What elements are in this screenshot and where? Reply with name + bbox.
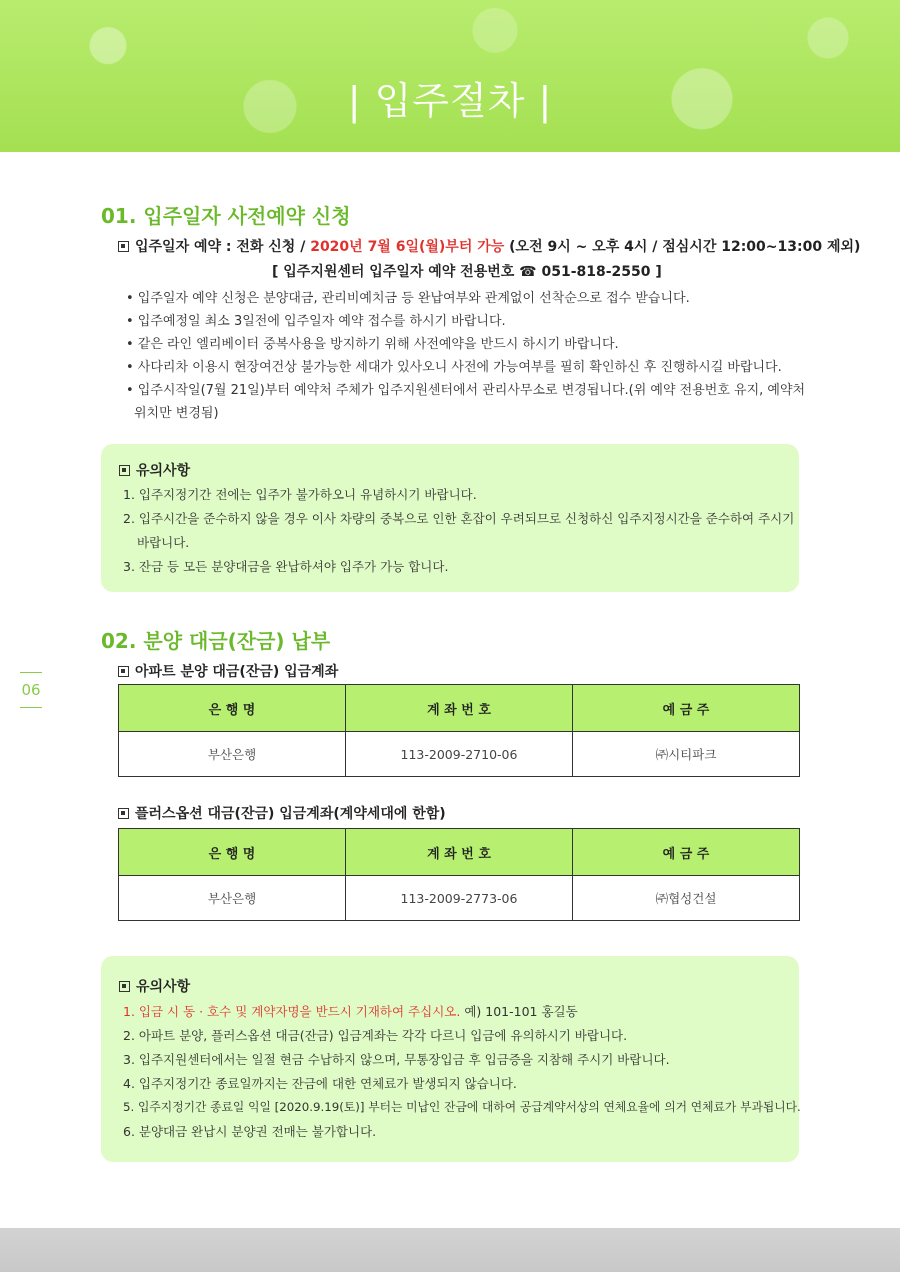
notice-1-line-1: 1. 입주지정기간 전에는 입주가 불가하오니 유념하시기 바랍니다. xyxy=(123,487,477,502)
notice-2-line-1 xyxy=(123,1002,578,1020)
col-account-number: 계 좌 번 호 xyxy=(346,685,573,732)
section-1-title: 01. 입주일자 사전예약 신청 xyxy=(101,204,351,228)
apt-account-heading-text: 아파트 분양 대금(잔금) 입금계좌 xyxy=(135,664,339,680)
square-bullet-icon xyxy=(118,808,129,819)
col-account-number: 계 좌 번 호 xyxy=(346,829,573,876)
notice-2-line-4: 4. 입주지정기간 종료일까지는 잔금에 대한 연체료가 발생되지 않습니다. xyxy=(123,1076,517,1091)
square-bullet-icon xyxy=(118,666,129,677)
plus-account-table xyxy=(118,828,800,921)
reservation-suffix: (오전 9시 ~ 오후 4시 / 점심시간 12:00~13:00 제외) xyxy=(509,239,861,255)
col-bank: 은 행 명 xyxy=(119,829,346,876)
bank-cell: 부산은행 xyxy=(119,732,346,777)
table-header-row xyxy=(119,685,800,732)
apt-account-heading xyxy=(118,661,338,681)
notice-2-line-1-example: 예) 101-101 홍길동 xyxy=(460,1004,578,1019)
bullet-5-cont: 위치만 변경됨) xyxy=(134,406,219,421)
account-number-cell: 113-2009-2773-06 xyxy=(346,876,573,921)
reservation-prefix: 입주일자 예약 : 전화 신청 / xyxy=(135,239,306,255)
table-row xyxy=(119,732,800,777)
square-bullet-icon xyxy=(119,981,130,992)
col-bank: 은 행 명 xyxy=(119,685,346,732)
reservation-line xyxy=(118,236,860,256)
page-number: 06 xyxy=(20,672,42,708)
reservation-phone: [ 입주지원센터 입주일자 예약 전용번호 ☎ 051-818-2550 ] xyxy=(272,264,662,280)
bullet-3: • 같은 라인 엘리베이터 중복사용을 방지하기 위해 사전예약을 반드시 하시기 바랍니다. xyxy=(126,337,619,352)
col-holder: 예 금 주 xyxy=(573,685,800,732)
table-header-row xyxy=(119,829,800,876)
holder-cell: ㈜협성건설 xyxy=(573,876,800,921)
page-title: | 입주절차 | xyxy=(347,79,553,123)
notice-2-line-2: 2. 아파트 분양, 플러스옵션 대금(잔금) 입금계좌는 각각 다르니 입금에 유의하시기 바랍니다. xyxy=(123,1028,628,1043)
square-bullet-icon xyxy=(118,241,129,252)
bullet-5: • 입주시작일(7월 21일)부터 예약처 주체가 입주지원센터에서 관리사무소로 변경됩니다.(위 예약 전용번호 유지, 예약처 xyxy=(126,383,806,398)
section-2-title: 02. 분양 대금(잔금) 납부 xyxy=(101,629,331,653)
notice-2-line-1-red: 1. 입금 시 동 · 호수 및 계약자명을 반드시 기재하여 주십시오. xyxy=(123,1004,461,1019)
notice-box-1 xyxy=(101,444,799,592)
notice-2-line-6: 6. 분양대금 완납시 분양권 전매는 불가합니다. xyxy=(123,1124,377,1139)
notice-1-line-2: 2. 입주시간을 준수하지 않을 경우 이사 차량의 중복으로 인한 혼잡이 우려되므로 신청하신 입주지정시간을 준수하여 주시기 xyxy=(123,511,795,526)
apt-account-table xyxy=(118,684,800,777)
notice-1-title xyxy=(119,460,190,480)
square-bullet-icon xyxy=(119,465,130,476)
bank-cell: 부산은행 xyxy=(119,876,346,921)
notice-2-title-text: 유의사항 xyxy=(136,979,191,995)
notice-2-title xyxy=(119,976,190,996)
notice-2-line-3: 3. 입주지원센터에서는 일절 현금 수납하지 않으며, 무통장입금 후 입금증을 지참해 주시기 바랍니다. xyxy=(123,1052,670,1067)
bullet-2: • 입주예정일 최소 3일전에 입주일자 예약 접수를 하시기 바랍니다. xyxy=(126,314,506,329)
reservation-date: 2020년 7월 6일(월)부터 가능 xyxy=(310,239,505,255)
account-number-cell: 113-2009-2710-06 xyxy=(346,732,573,777)
header-banner xyxy=(0,0,900,152)
plus-account-heading xyxy=(118,803,446,823)
notice-box-2 xyxy=(101,956,799,1162)
notice-1-line-3: 3. 잔금 등 모든 분양대금을 완납하셔야 입주가 가능 합니다. xyxy=(123,559,449,574)
col-holder: 예 금 주 xyxy=(573,829,800,876)
plus-account-heading-text: 플러스옵션 대금(잔금) 입금계좌(계약세대에 한함) xyxy=(135,806,446,822)
notice-2-line-5: 5. 입주지정기간 종료일 익일 [2020.9.19(토)] 부터는 미납인 잔금에 대하여 공급계약서상의 연체요율에 의거 연체료가 부과됩니다. xyxy=(123,1100,801,1114)
notice-1-line-2-cont: 바랍니다. xyxy=(137,535,190,550)
notice-1-title-text: 유의사항 xyxy=(136,463,191,479)
holder-cell: ㈜시티파크 xyxy=(573,732,800,777)
bullet-1: • 입주일자 예약 신청은 분양대금, 관리비예치금 등 완납여부와 관계없이 선착순으로 접수 받습니다. xyxy=(126,291,690,306)
table-row xyxy=(119,876,800,921)
footer-bar xyxy=(0,1228,900,1272)
bullet-4-warning: • 사다리차 이용시 현장여건상 불가능한 세대가 있사오니 사전에 가능여부를 필히 확인하신 후 진행하시길 바랍니다. xyxy=(126,360,782,375)
